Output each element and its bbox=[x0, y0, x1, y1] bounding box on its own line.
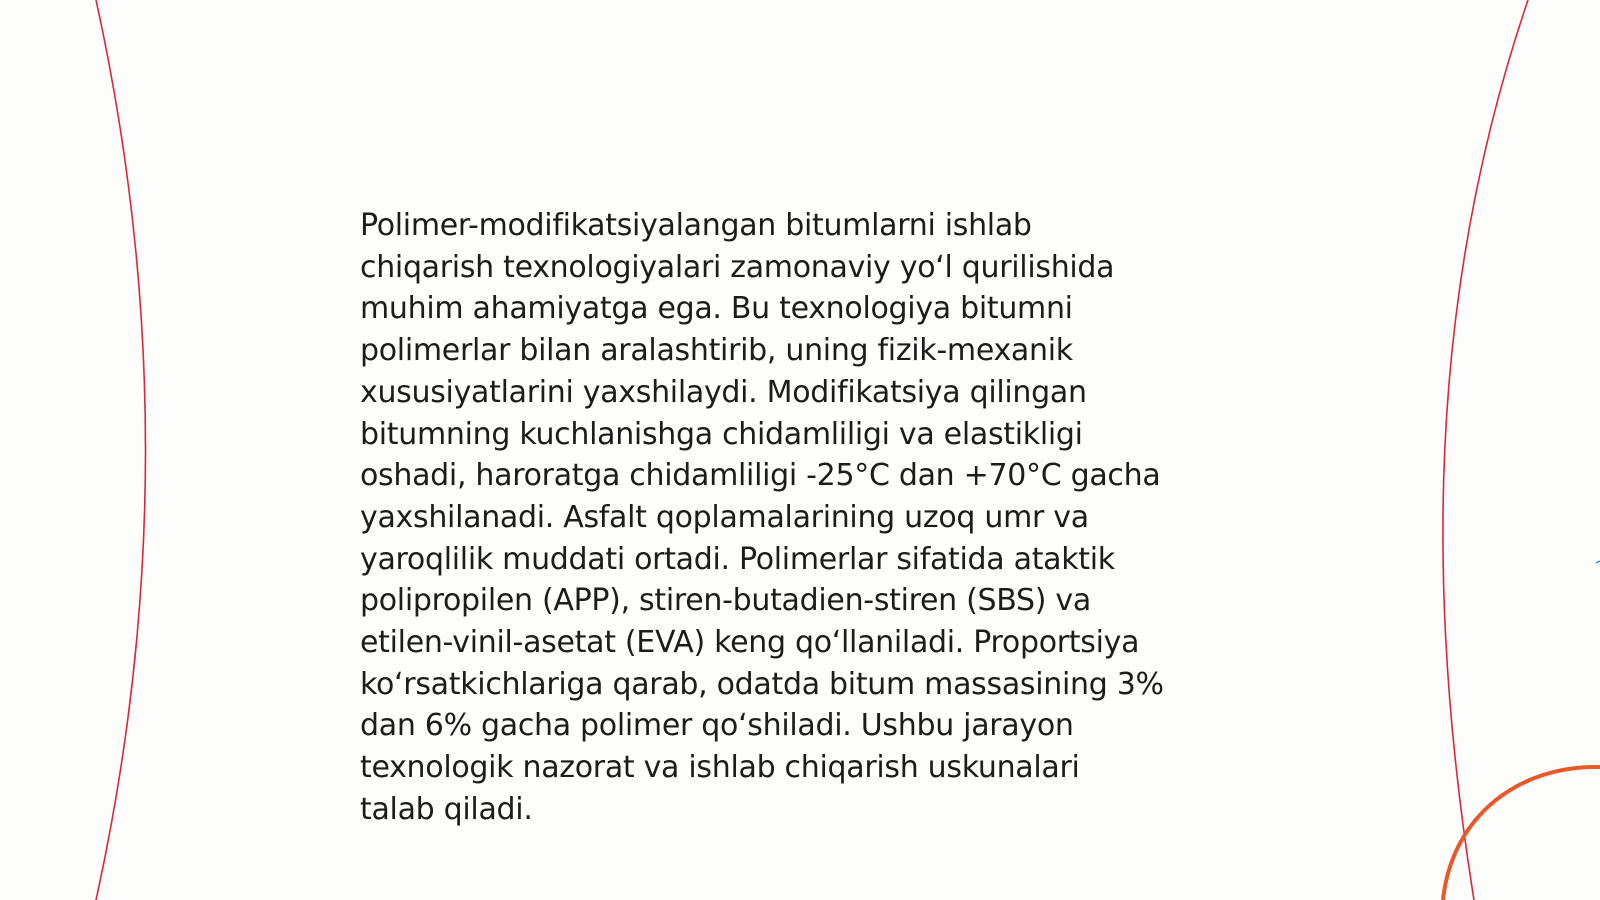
paragraph-line: muhim ahamiyatga ega. Bu texnologiya bitumni bbox=[360, 291, 1073, 327]
left-red-curve bbox=[96, 0, 146, 900]
right-red-curve bbox=[1443, 0, 1528, 900]
paragraph-line: etilen-vinil-asetat (EVA) keng qo‘llaniladi. Proportsiya bbox=[360, 625, 1140, 661]
paragraph-line: talab qiladi. bbox=[360, 791, 533, 827]
paragraph-line: yaxshilanadi. Asfalt qoplamalarining uzoq umr va bbox=[360, 499, 1089, 535]
paragraph-line: bitumning kuchlanishga chidamliligi va elastikligi bbox=[360, 416, 1083, 452]
paragraph-line: chiqarish texnologiyalari zamonaviy yo‘l qurilishida bbox=[360, 249, 1115, 285]
paragraph-line: oshadi, haroratga chidamliligi -25°C dan +70°C gacha bbox=[360, 458, 1161, 494]
paragraph-line: dan 6% gacha polimer qo‘shiladi. Ushbu jarayon bbox=[360, 708, 1074, 744]
paragraph-line: ko‘rsatkichlariga qarab, odatda bitum massasining 3% bbox=[360, 666, 1164, 702]
paragraph-line: Polimer-modifikatsiyalangan bitumlarni ishlab bbox=[360, 208, 1032, 243]
paragraph-line: polipropilen (APP), stiren-butadien-stiren (SBS) va bbox=[360, 583, 1091, 619]
paragraph-line: xususiyatlarini yaxshilaydi. Modifikatsiya qilingan bbox=[360, 374, 1087, 410]
paragraph-line: texnologik nazorat va ishlab chiqarish uskunalari bbox=[360, 750, 1080, 786]
orange-arc bbox=[1443, 767, 1600, 900]
paragraph-line: polimerlar bilan aralashtirib, uning fizik-mexanik bbox=[360, 333, 1073, 369]
paragraph-line: yaroqlilik muddati ortadi. Polimerlar sifatida ataktik bbox=[360, 541, 1115, 577]
blue-accent-mark bbox=[1596, 561, 1600, 563]
body-paragraph bbox=[360, 205, 1260, 831]
